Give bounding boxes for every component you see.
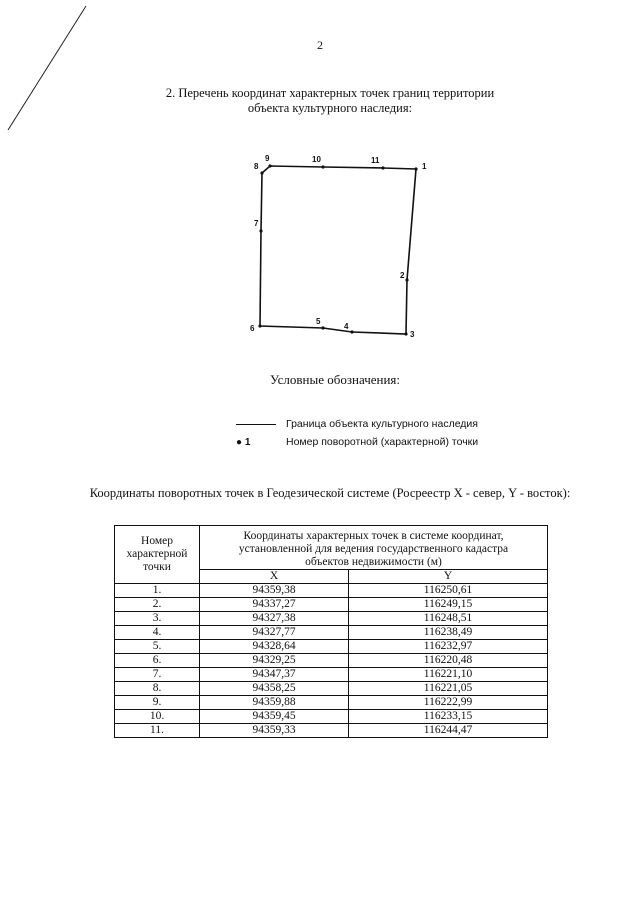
cell-y: 116221,05 xyxy=(349,682,548,696)
cell-x: 94329,25 xyxy=(200,654,349,668)
cell-y: 116232,97 xyxy=(349,640,548,654)
boundary-plan xyxy=(230,150,440,350)
cell-point-number: 10. xyxy=(115,710,200,724)
column-header-coordinates: Координаты характерных точек в системе координат, установленной для ведения государственного кадастра объектов недвижимости (м) xyxy=(200,526,548,570)
cell-point-number: 5. xyxy=(115,640,200,654)
cell-x: 94347,37 xyxy=(200,668,349,682)
cell-x: 94359,33 xyxy=(200,724,349,738)
cell-y: 116244,47 xyxy=(349,724,548,738)
cell-y: 116249,15 xyxy=(349,598,548,612)
table-row xyxy=(115,612,548,626)
plan-label-10: 10 xyxy=(312,155,321,164)
coordinates-table xyxy=(114,525,548,738)
plan-point-4 xyxy=(350,330,353,333)
plan-point-6 xyxy=(258,324,261,327)
table-row xyxy=(115,626,548,640)
page-number: 2 xyxy=(317,38,323,52)
cell-y: 116222,99 xyxy=(349,696,548,710)
cell-y: 116220,48 xyxy=(349,654,548,668)
coordinates-title: Координаты поворотных точек в Геодезической системе (Росреестр X - север, Y - восток): xyxy=(89,486,571,500)
cell-point-number: 4. xyxy=(115,626,200,640)
legend-point-label: Номер поворотной (характерной) точки xyxy=(286,436,479,448)
cell-x: 94359,38 xyxy=(200,584,349,598)
plan-label-4: 4 xyxy=(344,322,349,331)
plan-point-1 xyxy=(414,167,417,170)
section-heading-line-1: 2. Перечень координат характерных точек границ территории xyxy=(165,86,495,100)
plan-label-6: 6 xyxy=(250,324,255,333)
cell-y: 116248,51 xyxy=(349,612,548,626)
cell-y: 116238,49 xyxy=(349,626,548,640)
plan-label-5: 5 xyxy=(316,317,321,326)
plan-label-7: 7 xyxy=(254,219,259,228)
column-header-y: Y xyxy=(349,570,548,584)
pen-stroke-mark xyxy=(0,0,100,140)
cell-x: 94337,27 xyxy=(200,598,349,612)
table-row xyxy=(115,668,548,682)
plan-point-3 xyxy=(404,332,407,335)
plan-label-1: 1 xyxy=(422,162,427,171)
legend-row-boundary xyxy=(236,418,478,430)
table-row xyxy=(115,682,548,696)
column-header-x: X xyxy=(200,570,349,584)
plan-label-9: 9 xyxy=(265,154,270,163)
plan-point-8 xyxy=(260,171,263,174)
cell-x: 94358,25 xyxy=(200,682,349,696)
cell-point-number: 1. xyxy=(115,584,200,598)
plan-point-5 xyxy=(321,326,324,329)
plan-point-10 xyxy=(321,165,324,168)
table-row xyxy=(115,584,548,598)
legend-line-symbol xyxy=(236,424,276,425)
legend-row-point xyxy=(236,436,478,448)
cell-point-number: 2. xyxy=(115,598,200,612)
column-header-point-number: Номер характерной точки xyxy=(115,526,200,584)
legend-point-symbol: ● 1 xyxy=(236,436,251,448)
cell-x: 94359,88 xyxy=(200,696,349,710)
cell-point-number: 11. xyxy=(115,724,200,738)
table-row xyxy=(115,710,548,724)
section-heading-line-2: объекта культурного наследия: xyxy=(247,101,413,115)
cell-point-number: 8. xyxy=(115,682,200,696)
plan-point-7 xyxy=(259,229,262,232)
plan-point-11 xyxy=(381,166,384,169)
plan-label-3: 3 xyxy=(410,330,415,339)
plan-point-2 xyxy=(405,278,408,281)
cell-point-number: 7. xyxy=(115,668,200,682)
section-heading xyxy=(120,86,540,116)
plan-point-9 xyxy=(268,164,271,167)
cell-x: 94328,64 xyxy=(200,640,349,654)
cell-x: 94327,77 xyxy=(200,626,349,640)
table-row xyxy=(115,696,548,710)
plan-label-2: 2 xyxy=(400,271,405,280)
table-row xyxy=(115,640,548,654)
table-row xyxy=(115,598,548,612)
cell-x: 94327,38 xyxy=(200,612,349,626)
plan-label-8: 8 xyxy=(254,162,259,171)
cell-point-number: 6. xyxy=(115,654,200,668)
table-row xyxy=(115,654,548,668)
cell-x: 94359,45 xyxy=(200,710,349,724)
cell-y: 116233,15 xyxy=(349,710,548,724)
cell-y: 116250,61 xyxy=(349,584,548,598)
table-row xyxy=(115,724,548,738)
boundary-polygon xyxy=(260,166,416,334)
cell-y: 116221,10 xyxy=(349,668,548,682)
cell-point-number: 3. xyxy=(115,612,200,626)
plan-label-11: 11 xyxy=(371,156,380,165)
legend-line-label: Граница объекта культурного наследия xyxy=(286,418,478,430)
cell-point-number: 9. xyxy=(115,696,200,710)
legend-title: Условные обозначения: xyxy=(269,372,401,387)
